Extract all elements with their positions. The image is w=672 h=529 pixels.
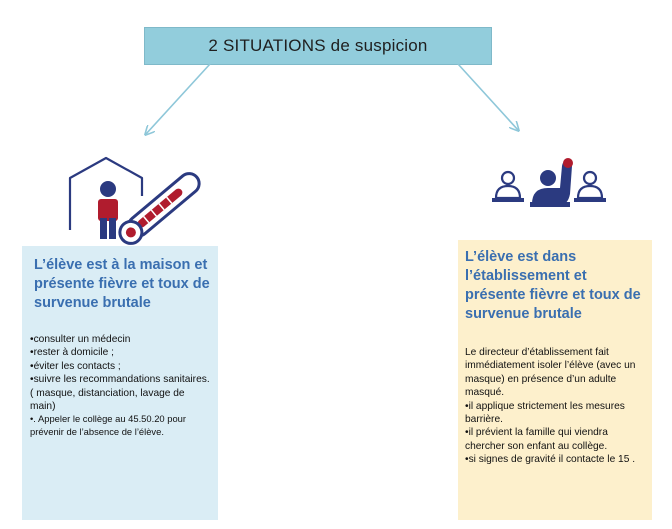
diagram-title: 2 SITUATIONS de suspicion: [208, 36, 428, 55]
list-item: •si signes de gravité il contacte le 15 .: [465, 454, 636, 466]
list-item: •il applique strictement les mesures barrière.: [465, 400, 625, 426]
thermometer: [115, 169, 202, 246]
student-raised-hand-figure: [530, 158, 573, 207]
student-left-figure: [492, 172, 524, 202]
student-at-home-thermometer-icon: [62, 156, 202, 246]
situation-home-card: [22, 246, 218, 520]
situation-school-heading: L’élève est dans l’établissement et présente fièvre et toux de survenue brutale: [465, 249, 641, 322]
list-item: •. Appeler le collège au 45.50.20 pour prévenir de l’absence de l’élève.: [30, 413, 187, 438]
arrow-left: [146, 64, 210, 134]
classroom-students-icon: [490, 156, 610, 216]
arrow-right: [458, 64, 518, 130]
situation-home-heading: L’élève est à la maison et présente fièvre et toux de survenue brutale: [34, 257, 210, 311]
list-item: •consulter un médecin: [30, 334, 131, 345]
list-item: •rester à domicile ;: [30, 347, 114, 359]
list-item: •suivre les recommandations sanitaires.( masque, distanciation, lavage de main): [30, 374, 210, 413]
situation-home-list: [30, 333, 212, 439]
student-figure: [98, 181, 118, 239]
situation-school-card: [458, 240, 652, 520]
situation-school-list: [465, 346, 646, 467]
student-right-figure: [574, 172, 606, 202]
list-item: Le directeur d’établissement fait immédiatement isoler l’élève (avec un masque) en présence d’un adulte masqué.: [465, 347, 636, 399]
list-item: •éviter les contacts ;: [30, 360, 121, 372]
list-item: •il prévient la famille qui viendra chercher son enfant au collège.: [465, 427, 608, 452]
